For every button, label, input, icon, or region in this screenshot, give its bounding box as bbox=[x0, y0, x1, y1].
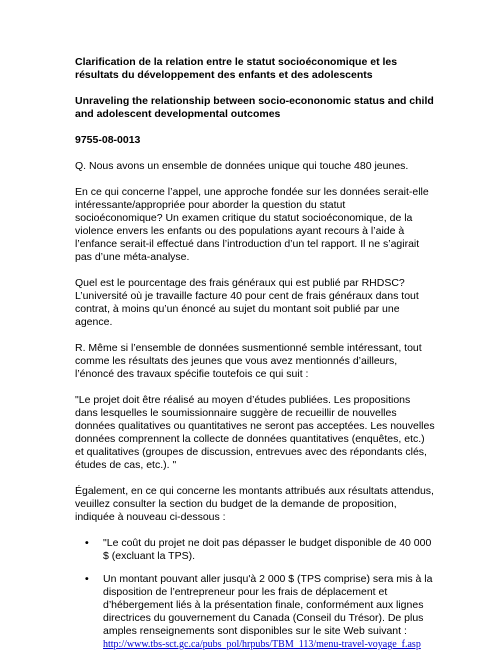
document-body bbox=[75, 56, 435, 661]
list-item bbox=[75, 573, 435, 651]
title-french: Clarification de la relation entre le statut socioéconomique et les résultats du développement des enfants et des adolescents bbox=[75, 56, 398, 81]
list-item-text: Un montant pouvant aller jusqu'à 2 000 $ (TPS comprise) sera mis à la disposition de l’entrepreneur pour les frais de déplacement et d’hébergement liés à la présentation finale, conformément aux lignes directrices du gouvernement du Canada (Conseil du Trésor). De plus amples renseignements sont disponibles sur le site Web suivant : bbox=[103, 573, 433, 637]
paragraph-answer: R. Même si l’ensemble de données susmentionné semble intéressant, tout comme les résultats des jeunes que vous avez mentionnés d’ailleurs, l’énoncé des travaux spécifie toutefois ce qui suit : bbox=[75, 342, 422, 380]
tbs-travel-link[interactable]: http://www.tbs-sct.gc.ca/pubs_pol/hrpubs/TBM_113/menu-travel-voyage_f.asp bbox=[103, 639, 421, 650]
bullet-icon: • bbox=[85, 537, 89, 549]
title-english: Unraveling the relationship between socio-econonomic status and child and adolescent developmental outcomes bbox=[75, 95, 434, 120]
budget-list bbox=[75, 537, 435, 651]
paragraph-quote: "Le projet doit être réalisé au moyen d’études publiées. Les propositions dans lesquelles le soumissionnaire suggère de recueillir de nouvelles données qualitatives ou quantitatives ne seront pas acceptées. Les nouvelles données comprennent la collecte de données quantitatives (enquêtes, etc.) et qualitatives (groupes de discussion, entrevues avec des répondants clés, études de cas, etc.). " bbox=[75, 394, 435, 471]
paragraph-question: Q. Nous avons un ensemble de données unique qui touche 480 jeunes. bbox=[75, 160, 409, 172]
list-item-text: "Le coût du projet ne doit pas dépasser le budget disponible de 40 000 $ (excluant la TPS). bbox=[103, 537, 432, 562]
bullet-icon: • bbox=[85, 573, 89, 585]
list-item bbox=[75, 537, 435, 563]
paragraph-overhead: Quel est le pourcentage des frais généraux qui est publié par RHDSC? L’université où je travaille facture 40 pour cent de frais généraux dans tout contrat, à moins qu’un énoncé au sujet du montant soit publié par une agence. bbox=[75, 277, 419, 328]
paragraph-approach: En ce qui concerne l’appel, une approche fondée sur les données serait-elle intéressante/appropriée pour aborder la question du statut socioéconomique? Un examen critique du statut socioéconomique, de la violence envers les enfants ou des populations ayant recours à l’aide à l’enfance serait-il effectué dans l’introduction d’un tel rapport. Il ne s’agirait pas d’une méta-analyse. bbox=[75, 186, 429, 263]
reference-number: 9755-08-0013 bbox=[75, 134, 141, 146]
paragraph-budget: Également, en ce qui concerne les montants attribués aux résultats attendus, veuillez consulter la section du budget de la demande de proposition, indiquée à nouveau ci-dessous : bbox=[75, 485, 434, 523]
